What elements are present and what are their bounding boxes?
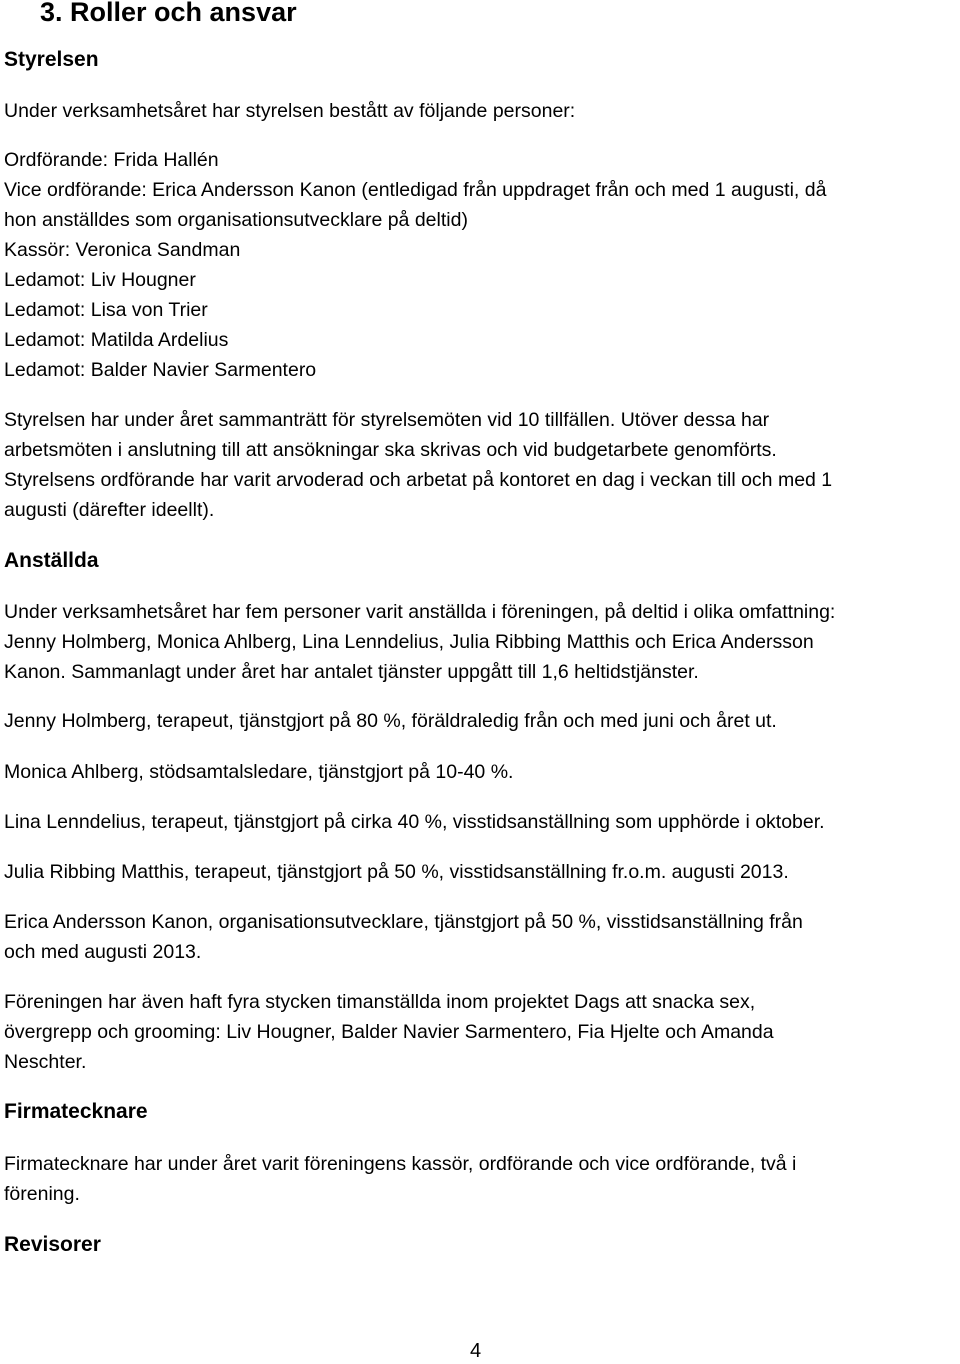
employee-text: Lina Lenndelius, terapeut, tjänstgjort på cirka 40 %, visstidsanställning som upphörde i oktober.: [4, 811, 825, 833]
hourly-staff-paragraph: [4, 987, 956, 1077]
board-member: Ledamot: Balder Navier Sarmentero: [4, 359, 317, 381]
paragraph-line: förening.: [4, 1183, 80, 1205]
paragraph-line: och med augusti 2013.: [4, 941, 202, 963]
board-member: Ordförande: Frida Hallén: [4, 149, 219, 171]
paragraph-line: augusti (därefter ideellt).: [4, 499, 215, 521]
employee-entry: [4, 807, 956, 837]
heading-anstallda: Anställda: [4, 549, 99, 572]
paragraph-line: övergrepp och grooming: Liv Hougner, Balder Navier Sarmentero, Fia Hjelte och Amanda: [4, 1021, 774, 1043]
paragraph-line: Kanon. Sammanlagt under året har antalet tjänster uppgått till 1,6 heltidstjänster.: [4, 661, 699, 683]
styrelsen-intro: [4, 96, 956, 126]
section-title: 3. Roller och ansvar: [40, 0, 297, 27]
styrelsen-meetings-paragraph: [4, 405, 956, 525]
employee-text: Julia Ribbing Matthis, terapeut, tjänstgjort på 50 %, visstidsanställning fr.o.m. augusti 2013.: [4, 861, 789, 883]
board-member: Ledamot: Lisa von Trier: [4, 299, 208, 321]
paragraph-line: Jenny Holmberg, Monica Ahlberg, Lina Lenndelius, Julia Ribbing Matthis och Erica Andersson: [4, 631, 814, 653]
employee-entry: [4, 706, 956, 736]
paragraph-line: Föreningen har även haft fyra stycken timanställda inom projektet Dags att snacka sex,: [4, 991, 756, 1013]
styrelsen-intro-text: Under verksamhetsåret har styrelsen bestått av följande personer:: [4, 100, 576, 122]
anstallda-intro-paragraph: [4, 597, 956, 687]
board-member-list: [4, 145, 956, 385]
board-member: Ledamot: Liv Hougner: [4, 269, 196, 291]
employee-text: Monica Ahlberg, stödsamtalsledare, tjänstgjort på 10-40 %.: [4, 761, 514, 783]
paragraph-line: Styrelsen har under året sammanträtt för styrelsemöten vid 10 tillfällen. Utöver dessa har: [4, 409, 770, 431]
paragraph-line: Under verksamhetsåret har fem personer varit anställda i föreningen, på deltid i olika omfattning:: [4, 601, 836, 623]
board-member: Vice ordförande: Erica Andersson Kanon (entledigad från uppdraget från och med 1 augusti, då: [4, 179, 827, 201]
heading-styrelsen: Styrelsen: [4, 48, 99, 71]
heading-firmatecknare: Firmatecknare: [4, 1100, 148, 1123]
board-member: Ledamot: Matilda Ardelius: [4, 329, 229, 351]
employee-text: Jenny Holmberg, terapeut, tjänstgjort på 80 %, föräldraledig från och med juni och året ut.: [4, 710, 777, 732]
paragraph-line: Firmatecknare har under året varit föreningens kassör, ordförande och vice ordförande, två i: [4, 1153, 797, 1175]
employee-entry: [4, 757, 956, 787]
paragraph-line: arbetsmöten i anslutning till att ansökningar ska skrivas och vid budgetarbete genomförts.: [4, 439, 777, 461]
firmatecknare-paragraph: [4, 1149, 956, 1209]
heading-revisorer: Revisorer: [4, 1233, 101, 1256]
board-member: Kassör: Veronica Sandman: [4, 239, 241, 261]
employee-entry: [4, 857, 956, 887]
paragraph-line: Styrelsens ordförande har varit arvoderad och arbetat på kontoret en dag i veckan till och med 1: [4, 469, 833, 491]
paragraph-line: Neschter.: [4, 1051, 87, 1073]
page-number: 4: [470, 1340, 482, 1362]
board-member: hon anställdes som organisationsutvecklare på deltid): [4, 209, 468, 231]
paragraph-line: Erica Andersson Kanon, organisationsutvecklare, tjänstgjort på 50 %, visstidsanställning från: [4, 911, 803, 933]
employee-entry: [4, 907, 956, 967]
